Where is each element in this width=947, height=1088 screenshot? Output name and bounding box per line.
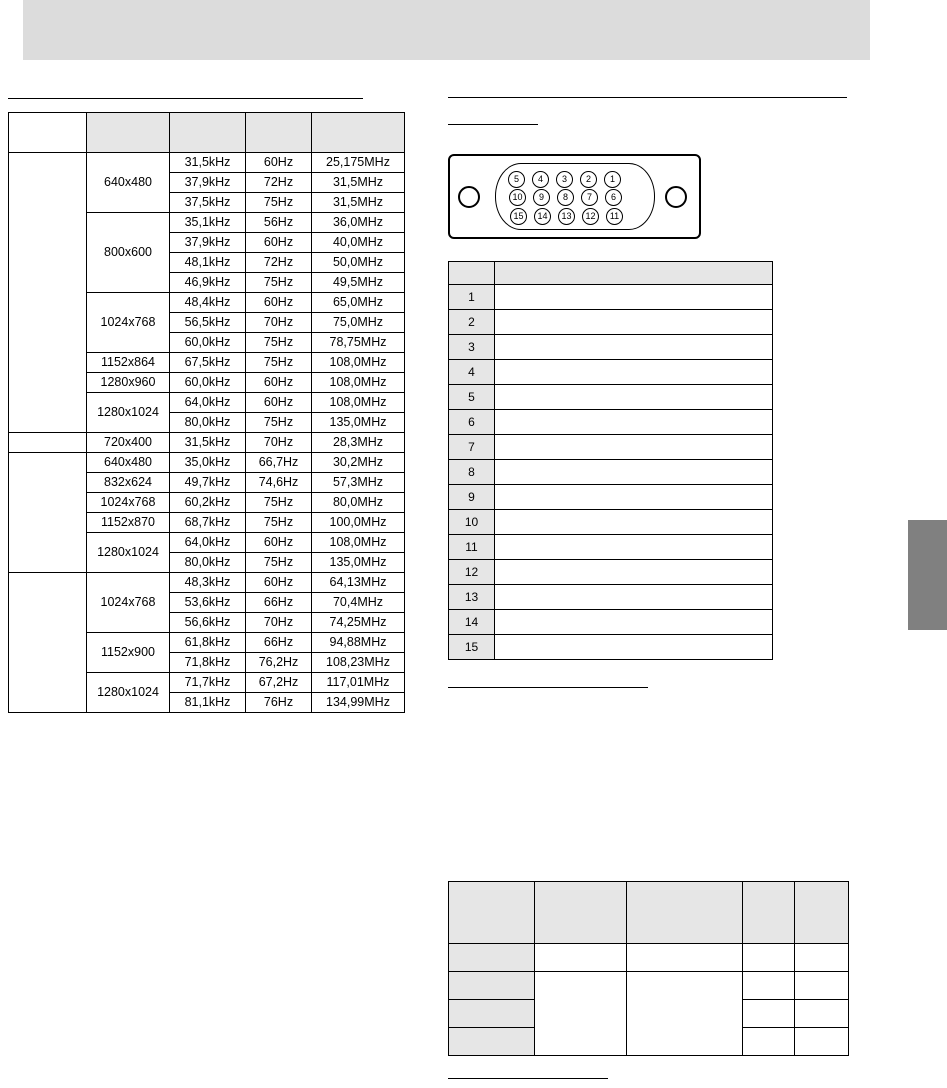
vfreq-cell: 66Hz	[246, 633, 312, 653]
bottom-right-table-body	[449, 944, 849, 1056]
pin-number-cell: 1	[449, 285, 495, 310]
bottom-right-table	[448, 881, 849, 1056]
br-header-1	[449, 882, 535, 944]
br-cell-4	[743, 944, 795, 972]
vfreq-cell: 60Hz	[246, 233, 312, 253]
resolution-cell: 640x480	[87, 153, 170, 213]
pin-number-cell: 3	[449, 335, 495, 360]
connector-screw-left-icon	[458, 186, 480, 208]
dotclock-cell: 78,75MHz	[312, 333, 405, 353]
dotclock-cell: 134,99MHz	[312, 693, 405, 713]
resolution-cell: 1152x864	[87, 353, 170, 373]
resolution-cell: 1024x768	[87, 573, 170, 633]
hfreq-cell: 37,9kHz	[170, 233, 246, 253]
table-row	[449, 510, 773, 535]
vfreq-cell: 75Hz	[246, 493, 312, 513]
connector-pin: 6	[605, 189, 622, 206]
timing-table-header	[9, 113, 405, 153]
vfreq-cell: 70Hz	[246, 613, 312, 633]
hfreq-cell: 48,1kHz	[170, 253, 246, 273]
dotclock-cell: 117,01MHz	[312, 673, 405, 693]
connector-pin: 7	[581, 189, 598, 206]
pin-table-body	[449, 285, 773, 660]
vfreq-cell: 66Hz	[246, 593, 312, 613]
vfreq-cell: 75Hz	[246, 553, 312, 573]
vfreq-cell: 76,2Hz	[246, 653, 312, 673]
pin-number-cell: 2	[449, 310, 495, 335]
br-cell-2	[535, 944, 627, 972]
br-cell-3	[627, 944, 743, 972]
dotclock-cell: 80,0MHz	[312, 493, 405, 513]
pin-signal-cell	[495, 310, 773, 335]
vfreq-cell: 72Hz	[246, 253, 312, 273]
pin-number-cell: 10	[449, 510, 495, 535]
dotclock-cell: 25,175MHz	[312, 153, 405, 173]
resolution-cell: 1280x1024	[87, 393, 170, 433]
table-row	[449, 535, 773, 560]
br-header-5	[795, 882, 849, 944]
dotclock-cell: 75,0MHz	[312, 313, 405, 333]
table-row	[449, 972, 849, 1000]
pin-table-header	[449, 262, 773, 285]
table-row	[449, 635, 773, 660]
connector-pin: 1	[604, 171, 621, 188]
dotclock-cell: 50,0MHz	[312, 253, 405, 273]
vfreq-cell: 75Hz	[246, 353, 312, 373]
hfreq-cell: 60,2kHz	[170, 493, 246, 513]
bottom-footer-rule	[448, 1078, 608, 1079]
dotclock-cell: 70,4MHz	[312, 593, 405, 613]
resolution-cell: 1152x870	[87, 513, 170, 533]
vfreq-cell: 75Hz	[246, 193, 312, 213]
standard-group-ibm	[9, 433, 87, 453]
br-cell-label	[449, 944, 535, 972]
resolution-cell: 1280x960	[87, 373, 170, 393]
resolution-cell: 1152x900	[87, 633, 170, 673]
table-row	[449, 385, 773, 410]
resolution-cell: 800x600	[87, 213, 170, 293]
connector-pin: 3	[556, 171, 573, 188]
pin-number-cell: 7	[449, 435, 495, 460]
hfreq-cell: 71,8kHz	[170, 653, 246, 673]
pin-signal-cell	[495, 485, 773, 510]
table-row	[449, 360, 773, 385]
vfreq-cell: 60Hz	[246, 573, 312, 593]
dotclock-cell: 65,0MHz	[312, 293, 405, 313]
dotclock-cell: 40,0MHz	[312, 233, 405, 253]
vfreq-cell: 60Hz	[246, 293, 312, 313]
connector-pin: 13	[558, 208, 575, 225]
br-cell-5	[795, 972, 849, 1000]
connector-pin: 5	[508, 171, 525, 188]
signal-timing-table	[8, 112, 405, 713]
vfreq-cell: 67,2Hz	[246, 673, 312, 693]
pin-number-cell: 12	[449, 560, 495, 585]
connector-screw-right-icon	[665, 186, 687, 208]
br-cell-label	[449, 1000, 535, 1028]
resolution-cell: 832x624	[87, 473, 170, 493]
dotclock-cell: 108,0MHz	[312, 393, 405, 413]
vfreq-cell: 56Hz	[246, 213, 312, 233]
table-row	[449, 285, 773, 310]
header-standard	[9, 113, 87, 153]
pin-signal-cell	[495, 635, 773, 660]
hfreq-cell: 35,0kHz	[170, 453, 246, 473]
pin-signal-cell	[495, 510, 773, 535]
pin-signal-cell	[495, 460, 773, 485]
dotclock-cell: 108,23MHz	[312, 653, 405, 673]
hfreq-cell: 31,5kHz	[170, 433, 246, 453]
hfreq-cell: 48,3kHz	[170, 573, 246, 593]
pin-signal-cell	[495, 285, 773, 310]
resolution-cell: 1280x1024	[87, 533, 170, 573]
pin-signal-cell	[495, 360, 773, 385]
dotclock-cell: 94,88MHz	[312, 633, 405, 653]
left-heading-rule	[8, 98, 363, 99]
table-row	[9, 433, 405, 453]
hfreq-cell: 68,7kHz	[170, 513, 246, 533]
hfreq-cell: 71,7kHz	[170, 673, 246, 693]
dotclock-cell: 31,5MHz	[312, 173, 405, 193]
dotclock-cell: 31,5MHz	[312, 193, 405, 213]
connector-pin: 2	[580, 171, 597, 188]
table-row	[9, 573, 405, 593]
pin-signal-cell	[495, 610, 773, 635]
connector-pin: 14	[534, 208, 551, 225]
timing-table-body	[9, 153, 405, 713]
hfreq-cell: 37,5kHz	[170, 193, 246, 213]
connector-pin: 15	[510, 208, 527, 225]
br-cell-2	[535, 972, 627, 1056]
right-heading-rule	[448, 97, 847, 98]
table-row	[449, 585, 773, 610]
vfreq-cell: 66,7Hz	[246, 453, 312, 473]
dotclock-cell: 64,13MHz	[312, 573, 405, 593]
pin-number-cell: 8	[449, 460, 495, 485]
pin-signal-cell	[495, 435, 773, 460]
table-row	[449, 560, 773, 585]
dotclock-cell: 135,0MHz	[312, 413, 405, 433]
vfreq-cell: 60Hz	[246, 393, 312, 413]
pin-signal-cell	[495, 410, 773, 435]
table-row	[449, 610, 773, 635]
hfreq-cell: 37,9kHz	[170, 173, 246, 193]
standard-group-vesa	[9, 153, 87, 433]
hfreq-cell: 31,5kHz	[170, 153, 246, 173]
dotclock-cell: 28,3MHz	[312, 433, 405, 453]
table-row	[449, 460, 773, 485]
br-cell-5	[795, 1000, 849, 1028]
header-vfreq	[246, 113, 312, 153]
header-pin-signal	[495, 262, 773, 285]
hfreq-cell: 53,6kHz	[170, 593, 246, 613]
hfreq-cell: 60,0kHz	[170, 333, 246, 353]
table-row	[449, 410, 773, 435]
hfreq-cell: 35,1kHz	[170, 213, 246, 233]
resolution-cell: 1024x768	[87, 493, 170, 513]
table-row	[449, 485, 773, 510]
pin-number-cell: 9	[449, 485, 495, 510]
vfreq-cell: 60Hz	[246, 153, 312, 173]
vfreq-cell: 60Hz	[246, 533, 312, 553]
connector-pin: 4	[532, 171, 549, 188]
dotclock-cell: 108,0MHz	[312, 533, 405, 553]
vfreq-cell: 75Hz	[246, 273, 312, 293]
dotclock-cell: 108,0MHz	[312, 353, 405, 373]
pin-number-cell: 15	[449, 635, 495, 660]
hfreq-cell: 56,5kHz	[170, 313, 246, 333]
pin-signal-cell	[495, 385, 773, 410]
resolution-cell: 1280x1024	[87, 673, 170, 713]
header-dotclock	[312, 113, 405, 153]
vfreq-cell: 70Hz	[246, 433, 312, 453]
connector-subheading-rule	[448, 124, 538, 125]
dotclock-cell: 49,5MHz	[312, 273, 405, 293]
pin-number-cell: 5	[449, 385, 495, 410]
vfreq-cell: 72Hz	[246, 173, 312, 193]
table-header-row	[9, 113, 405, 153]
hfreq-cell: 81,1kHz	[170, 693, 246, 713]
table-row	[449, 310, 773, 335]
pin-signal-cell	[495, 560, 773, 585]
table-row	[9, 453, 405, 473]
vfreq-cell: 75Hz	[246, 333, 312, 353]
connector-pin: 10	[509, 189, 526, 206]
page-side-tab	[908, 520, 947, 630]
dotclock-cell: 135,0MHz	[312, 553, 405, 573]
hfreq-cell: 48,4kHz	[170, 293, 246, 313]
pin-number-cell: 14	[449, 610, 495, 635]
vfreq-cell: 70Hz	[246, 313, 312, 333]
br-header-3	[627, 882, 743, 944]
hfreq-cell: 64,0kHz	[170, 533, 246, 553]
table-header-row	[449, 262, 773, 285]
hfreq-cell: 46,9kHz	[170, 273, 246, 293]
vfreq-cell: 75Hz	[246, 413, 312, 433]
dotclock-cell: 57,3MHz	[312, 473, 405, 493]
hfreq-cell: 80,0kHz	[170, 413, 246, 433]
standard-group-apple	[9, 453, 87, 573]
header-hfreq	[170, 113, 246, 153]
br-cell-4	[743, 1028, 795, 1056]
vfreq-cell: 60Hz	[246, 373, 312, 393]
resolution-cell: 1024x768	[87, 293, 170, 353]
header-resolution	[87, 113, 170, 153]
connector-pin: 11	[606, 208, 623, 225]
vfreq-cell: 76Hz	[246, 693, 312, 713]
br-cell-4	[743, 1000, 795, 1028]
br-header-2	[535, 882, 627, 944]
br-cell-3	[627, 972, 743, 1056]
hfreq-cell: 80,0kHz	[170, 553, 246, 573]
table-row	[9, 153, 405, 173]
br-cell-label	[449, 1028, 535, 1056]
resolution-cell: 720x400	[87, 433, 170, 453]
hfreq-cell: 64,0kHz	[170, 393, 246, 413]
table-header-row	[449, 882, 849, 944]
connector-pin: 12	[582, 208, 599, 225]
dotclock-cell: 74,25MHz	[312, 613, 405, 633]
hfreq-cell: 49,7kHz	[170, 473, 246, 493]
pin-signal-cell	[495, 535, 773, 560]
hfreq-cell: 60,0kHz	[170, 373, 246, 393]
page-header-band	[23, 0, 870, 60]
table-row	[449, 435, 773, 460]
dotclock-cell: 100,0MHz	[312, 513, 405, 533]
pin-number-cell: 4	[449, 360, 495, 385]
hfreq-cell: 61,8kHz	[170, 633, 246, 653]
hfreq-cell: 67,5kHz	[170, 353, 246, 373]
br-header-4	[743, 882, 795, 944]
pin-assignment-table	[448, 261, 773, 660]
connector-pin: 8	[557, 189, 574, 206]
vfreq-cell: 74,6Hz	[246, 473, 312, 493]
br-cell-5	[795, 1028, 849, 1056]
table-row	[449, 335, 773, 360]
br-cell-4	[743, 972, 795, 1000]
dotclock-cell: 36,0MHz	[312, 213, 405, 233]
br-cell-label	[449, 972, 535, 1000]
pin-number-cell: 13	[449, 585, 495, 610]
vfreq-cell: 75Hz	[246, 513, 312, 533]
pin-table-footer-rule	[448, 687, 648, 688]
pin-number-cell: 11	[449, 535, 495, 560]
connector-pin: 9	[533, 189, 550, 206]
header-pin-number	[449, 262, 495, 285]
br-cell-5	[795, 944, 849, 972]
dotclock-cell: 108,0MHz	[312, 373, 405, 393]
hfreq-cell: 56,6kHz	[170, 613, 246, 633]
pin-number-cell: 6	[449, 410, 495, 435]
bottom-right-table-header	[449, 882, 849, 944]
dotclock-cell: 30,2MHz	[312, 453, 405, 473]
table-row	[449, 944, 849, 972]
resolution-cell: 640x480	[87, 453, 170, 473]
pin-signal-cell	[495, 335, 773, 360]
pin-signal-cell	[495, 585, 773, 610]
standard-group-sun	[9, 573, 87, 713]
